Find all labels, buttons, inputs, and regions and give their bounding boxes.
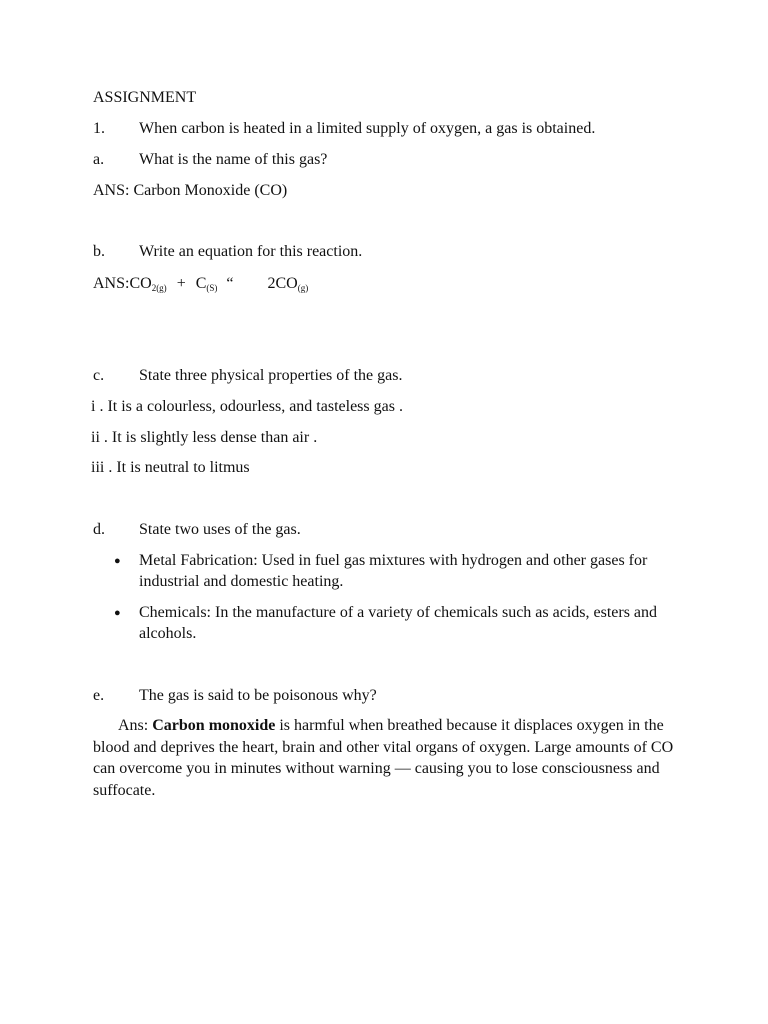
question-letter: e. [93, 687, 105, 704]
answer-e-paragraph [93, 715, 693, 801]
equation-prefix: ANS:CO [93, 275, 152, 292]
answer-body: is harmful when breathed because it displaces oxygen in the blood and deprives the heart, brain and other vital organs of oxygen. Large amounts of CO can overcome you in minutes without warning — causing you to lose consciousness and suffocate. [93, 717, 674, 799]
answer-a: ANS: Carbon Monoxide (CO) [93, 182, 288, 199]
answer-c-item: i . It is a colourless, odourless, and tasteless gas . [91, 398, 403, 415]
answer-bold-term: Carbon monoxide [152, 717, 276, 734]
question-text: State two uses of the gas. [139, 521, 301, 538]
assignment-heading: ASSIGNMENT [93, 89, 197, 106]
equation-subscript: 2(g) [151, 283, 167, 293]
question-text: Write an equation for this reaction. [139, 243, 363, 260]
question-text: When carbon is heated in a limited supply of oxygen, a gas is obtained. [139, 120, 596, 137]
question-text: What is the name of this gas? [139, 151, 328, 168]
question-text: State three physical properties of the gas. [139, 367, 403, 384]
equation-subscript: (g) [297, 283, 309, 293]
answer-label: Ans: [118, 717, 153, 734]
answer-c-item: ii . It is slightly less dense than air . [91, 429, 318, 446]
bullet-icon: ● [114, 607, 121, 619]
equation-arrow: “ [226, 275, 234, 292]
question-letter: a. [93, 151, 105, 168]
bullet-text: Metal Fabrication: Used in fuel gas mixtures with hydrogen and other gases for industrial and domestic heating. [139, 552, 648, 590]
equation-reactant: C [195, 275, 207, 292]
question-letter: b. [93, 243, 105, 260]
equation-subscript: (S) [206, 283, 218, 293]
question-text: The gas is said to be poisonous why? [139, 687, 377, 704]
question-letter: c. [93, 367, 105, 384]
answer-b-equation [93, 274, 308, 294]
answer-c-item: iii . It is neutral to litmus [91, 459, 250, 476]
equation-plus: + [176, 275, 186, 292]
question-number: 1. [93, 120, 105, 137]
bullet-text: Chemicals: In the manufacture of a variety of chemicals such as acids, esters and alcohols. [139, 604, 658, 642]
question-letter: d. [93, 521, 105, 538]
equation-product: 2CO [267, 275, 298, 292]
bullet-icon: ● [114, 555, 121, 567]
